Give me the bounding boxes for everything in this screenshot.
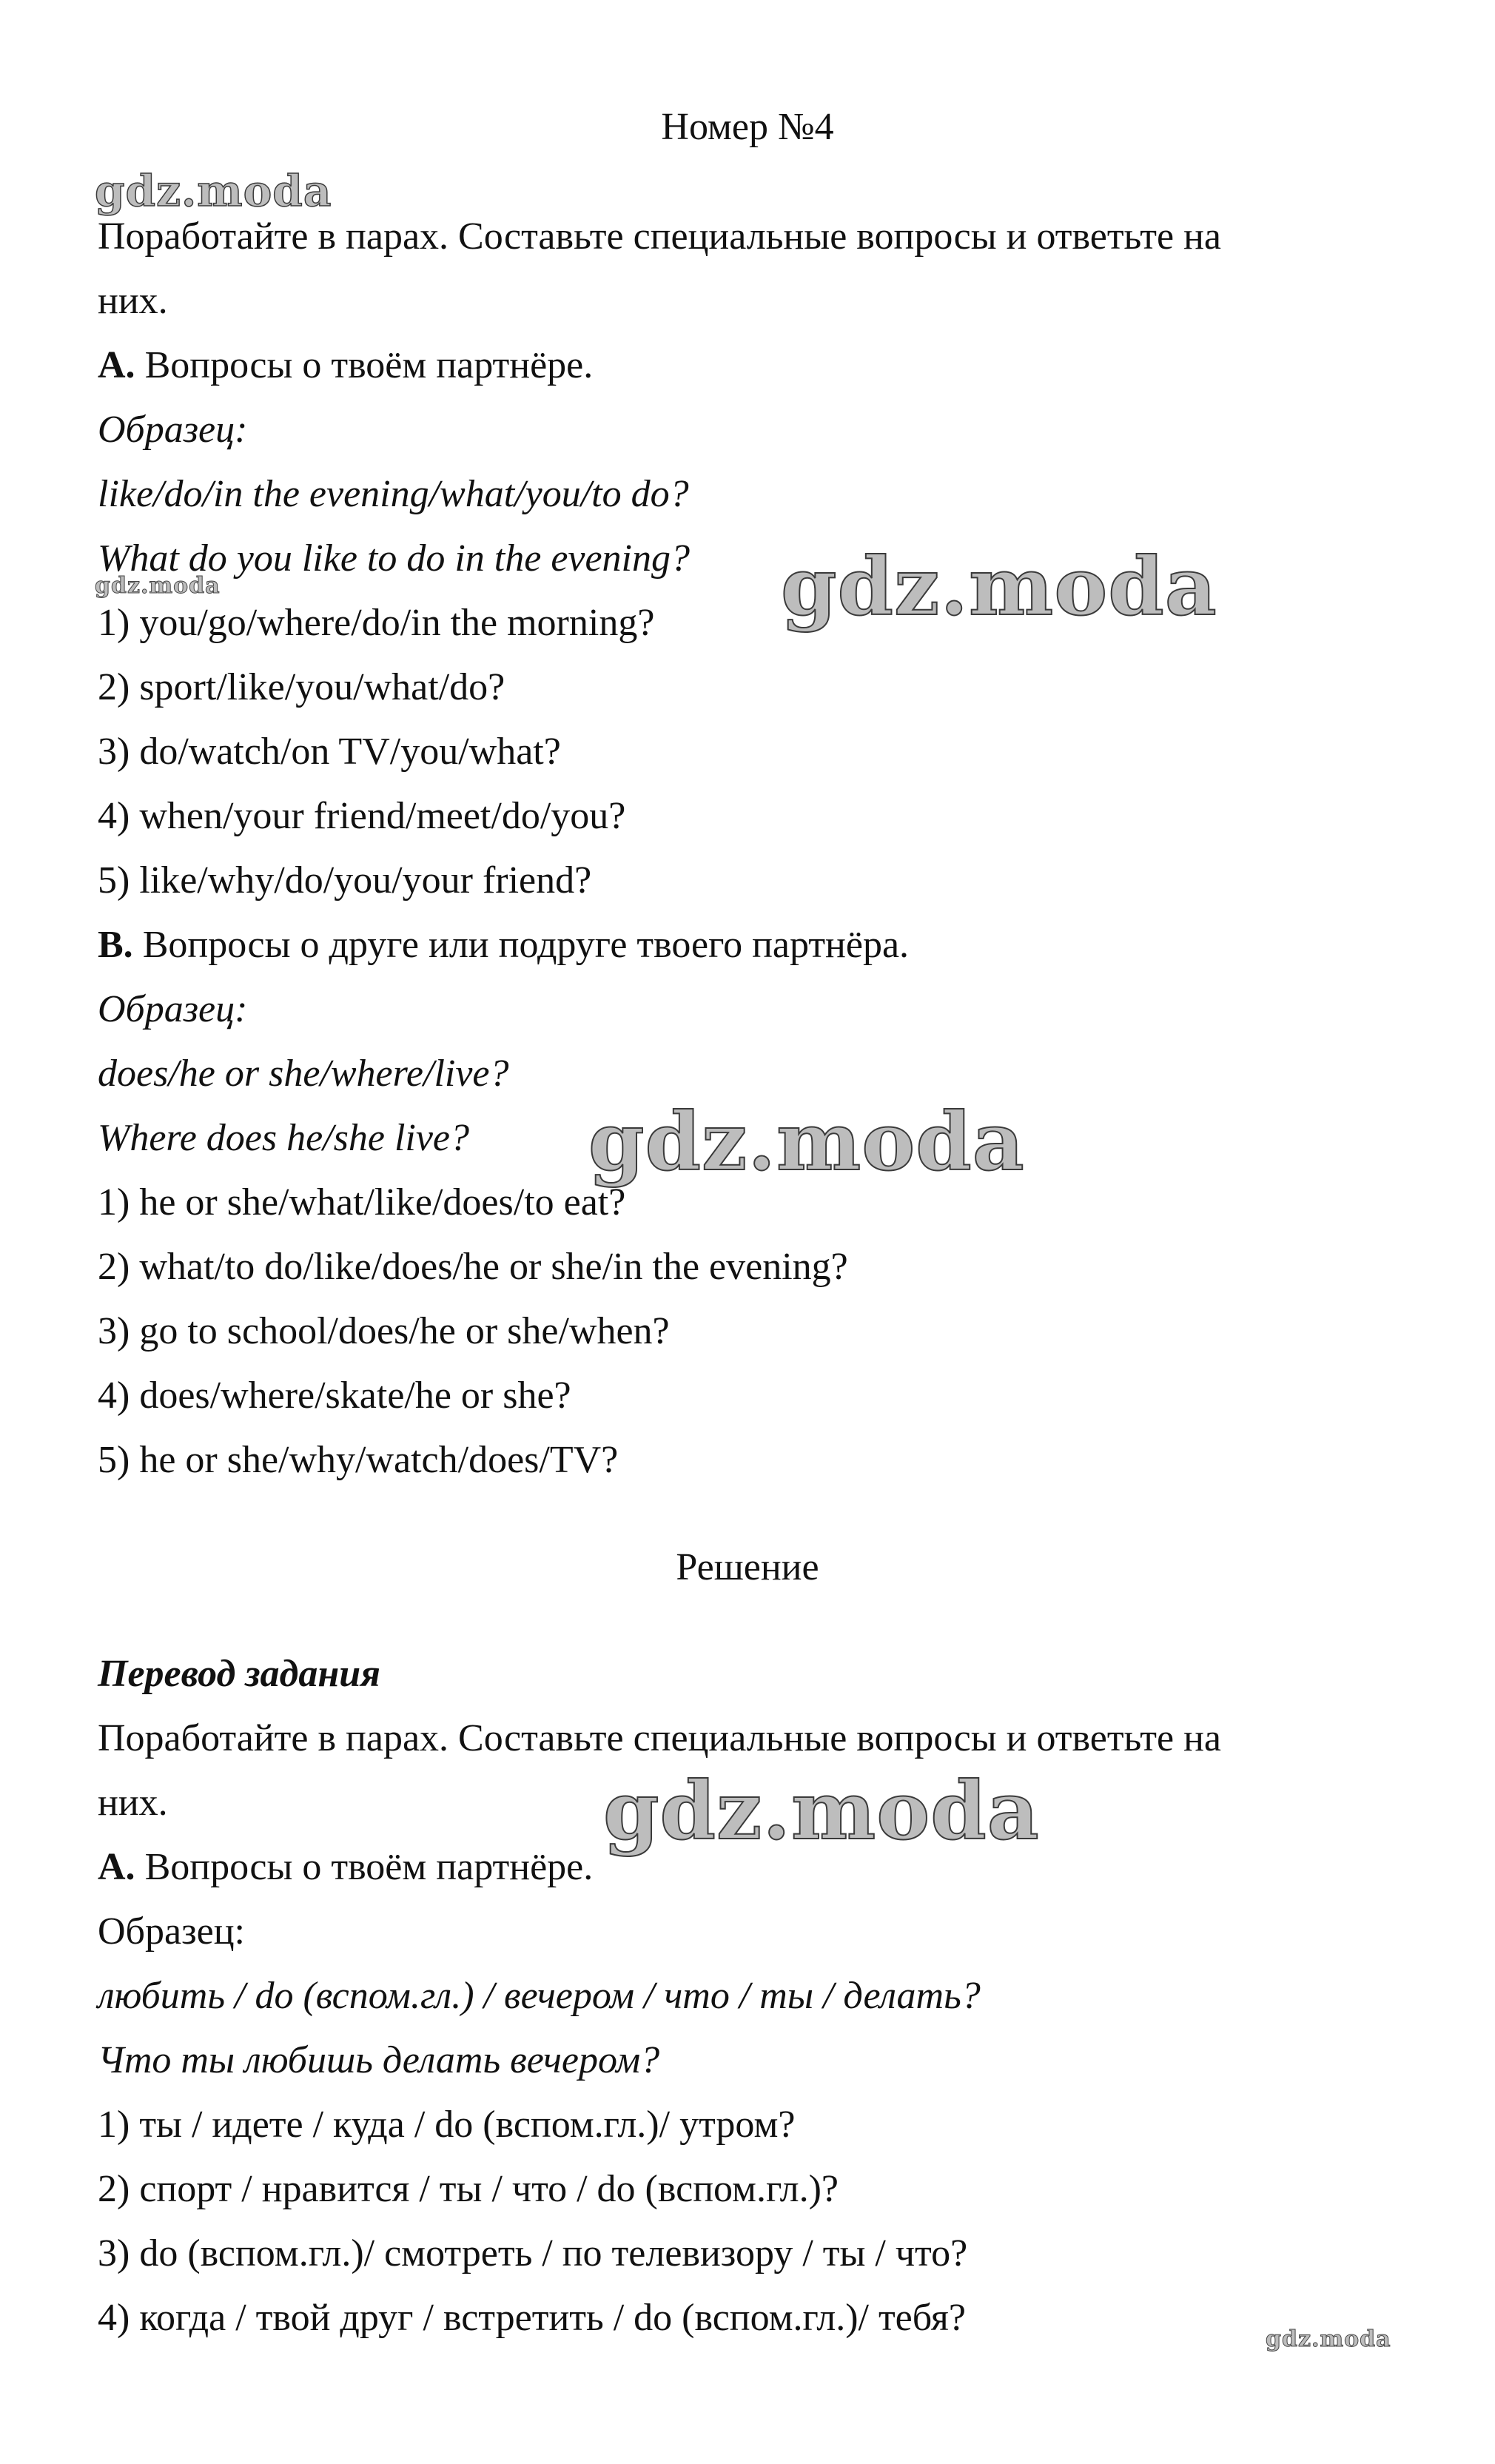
list-item: 4) when/your friend/meet/do/you?	[98, 795, 626, 837]
watermark-logo: gdz.moda	[603, 1765, 1040, 1858]
sample-label-a: Образец:	[98, 409, 248, 451]
solution-part-a-label: A.	[98, 1846, 135, 1888]
part-b-heading	[98, 923, 909, 967]
list-item: 1) ты / идете / куда / do (вспом.гл.)/ утром?	[98, 2104, 796, 2146]
list-item: 1) you/go/where/do/in the morning?	[98, 602, 655, 644]
list-item: 4) does/where/skate/he or she?	[98, 1374, 571, 1417]
solution-part-a-text: Вопросы о твоём партнёре.	[144, 1846, 594, 1888]
part-b-label: B.	[98, 924, 133, 966]
solution-intro-cont: них.	[98, 1782, 168, 1824]
list-item: 2) sport/like/you/what/do?	[98, 666, 505, 708]
watermark-logo: gdz.moda	[588, 1095, 1025, 1189]
page-title: Номер №4	[661, 106, 834, 148]
list-item: 4) когда / твой друг / встретить / do (вспом.гл.)/ тебя?	[98, 2297, 966, 2339]
list-item: 1) he or she/what/like/does/to eat?	[98, 1181, 626, 1223]
part-a-heading	[98, 343, 593, 388]
list-item: 5) like/why/do/you/your friend?	[98, 859, 592, 902]
task-intro: Поработайте в парах. Составьте специальные вопросы и ответьте на	[98, 215, 1222, 258]
translation-title: Перевод задания	[98, 1653, 380, 1695]
task-intro-cont: них.	[98, 280, 168, 322]
watermark-logo: gdz.moda	[95, 573, 221, 599]
list-item: 2) what/to do/like/does/he or she/in the evening?	[98, 1246, 848, 1288]
sample-label-b: Образец:	[98, 988, 248, 1030]
watermark-logo: gdz.moda	[1266, 2326, 1391, 2352]
list-item: 3) do/watch/on TV/you/what?	[98, 731, 561, 773]
list-item: 3) do (вспом.гл.)/ смотреть / по телевизору / ты / что?	[98, 2232, 968, 2275]
watermark-logo: gdz.moda	[95, 166, 332, 216]
solution-sample-question: любить / do (вспом.гл.) / вечером / что / ты / делать?	[98, 1975, 981, 2017]
list-item: 5) he or she/why/watch/does/TV?	[98, 1439, 619, 1481]
list-item: 2) спорт / нравится / ты / что / do (вспом.гл.)?	[98, 2168, 839, 2210]
part-a-text: Вопросы о твоём партнёре.	[144, 344, 594, 386]
sample-b-answer: Where does he/she live?	[98, 1117, 469, 1159]
list-item: 3) go to school/does/he or she/when?	[98, 1310, 670, 1352]
sample-a-question: like/do/in the evening/what/you/to do?	[98, 473, 689, 515]
watermark-logo: gdz.moda	[781, 540, 1217, 634]
sample-a-answer: What do you like to do in the evening?	[98, 537, 691, 580]
solution-sample-answer: Что ты любишь делать вечером?	[98, 2039, 660, 2081]
solution-heading: Решение	[676, 1546, 819, 1588]
part-a-label: A.	[98, 344, 135, 386]
part-b-text: Вопросы о друге или подруге твоего партнёра.	[142, 924, 910, 966]
sample-b-question: does/he or she/where/live?	[98, 1053, 509, 1095]
solution-part-a-heading	[98, 1845, 593, 1890]
solution-sample-label: Образец:	[98, 1910, 245, 1953]
solution-intro: Поработайте в парах. Составьте специальные вопросы и ответьте на	[98, 1717, 1222, 1759]
